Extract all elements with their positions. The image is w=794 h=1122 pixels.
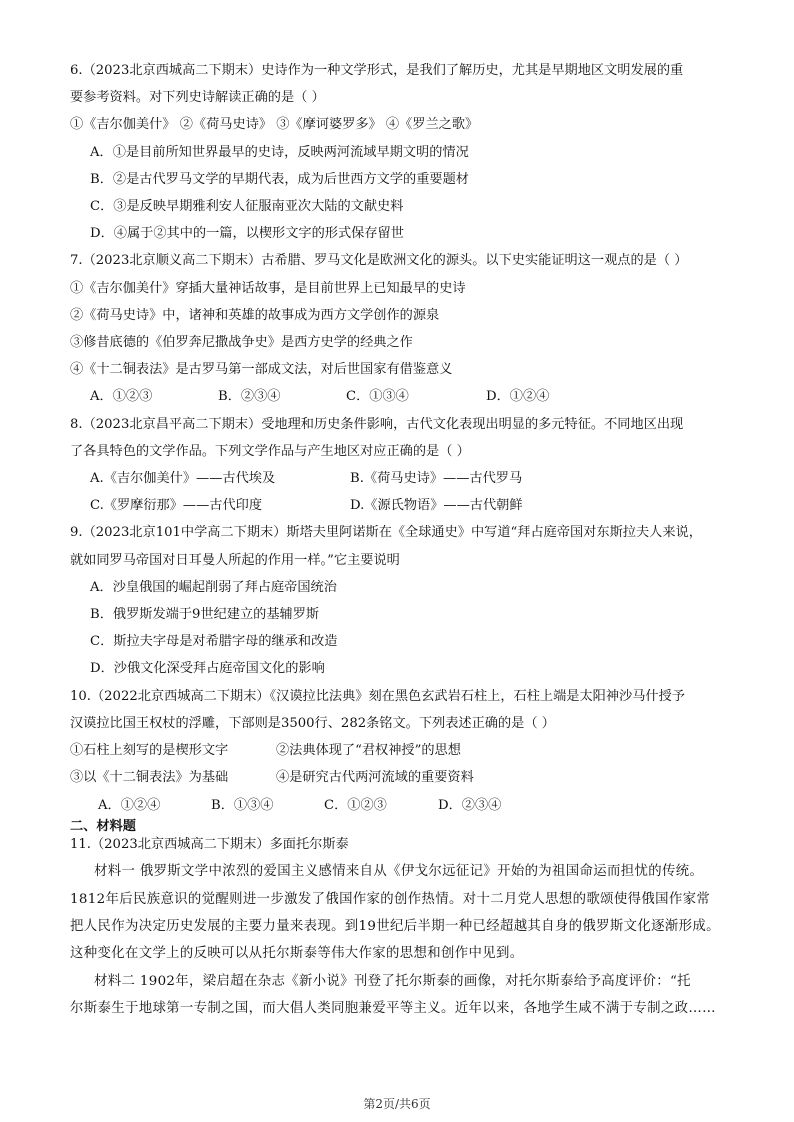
q7-option-b: B．②③④ [218,389,281,404]
q10-option-b: B．①③④ [211,798,274,813]
q6-option-c: C．③是反映早期雅利安人征服南亚次大陆的文献史料 [90,199,404,214]
q10-line2: 汉谟拉比国王权杖的浮雕，下部则是3500行、282条铭文。下列表述正确的是（ ） [70,716,555,731]
q10-option-a: A．①②④ [98,798,161,813]
q10-option-c: C．①②③ [324,798,387,813]
q8-option-d: D.《源氏物语》——古代朝鲜 [350,498,523,513]
q11-title: 11.（2023北京西城高二下期末）多面托尔斯泰 [70,837,349,852]
q6-option-d: D．④属于②其中的一篇，以楔形文字的形式保存留世 [90,226,404,241]
material1-line2: 1812年后民族意识的觉醒则进一步激发了俄国作家的创作热情。对十二月党人思想的歌颂使得俄国作家常 [70,892,711,907]
q9-line2: 就如同罗马帝国对日耳曼人所起的作用一样。”它主要说明 [70,553,400,568]
q8-option-b: B.《荷马史诗》——古代罗马 [350,471,523,486]
q9-option-a: A．沙皇俄国的崛起削弱了拜占庭帝国统治 [90,580,337,595]
q9-option-d: D．沙俄文化深受拜占庭帝国文化的影响 [90,661,325,676]
material1-line3: 把人民作为决定历史发展的主要力量来表现。到19世纪后半期一种已经超越其自身的俄罗斯文化逐渐形成。 [70,919,720,934]
q7-statement-2: ②《荷马史诗》中，诸神和英雄的故事成为西方文学创作的源泉 [70,308,440,323]
q6-line2: 要参考资料。对下列史诗解读正确的是（ ） [70,90,325,105]
q6-items: ①《吉尔伽美什》 ②《荷马史诗》 ③《摩诃婆罗多》 ④《罗兰之歌》 [70,117,479,132]
q6-option-b: B．②是古代罗马文学的早期代表，成为后世西方文学的重要题材 [90,172,469,187]
q9-option-b: B．俄罗斯发端于9世纪建立的基辅罗斯 [90,607,320,622]
q8-line1: 8.（2023北京昌平高二下期末）受地理和历史条件影响，古代文化表现出明显的多元特征。不同地区出现 [70,417,684,432]
q7-statement-1: ①《吉尔伽美什》穿插大量神话故事，是目前世界上已知最早的史诗 [70,281,466,296]
material2-line2: 尔斯泰生于地球第一专制之国，而大倡人类同胞兼爱平等主义。近年以来，各地学生咸不满于专制之政…… [70,1001,716,1016]
q10-option-d: D．②③④ [438,798,502,813]
q7-option-a: A．①②③ [90,389,153,404]
q7-option-c: C．①③④ [346,389,409,404]
q10-statement-3: ③以《十二铜表法》为基础 [70,770,229,785]
q7-statement-3: ③修昔底德的《伯罗奔尼撒战争史》是西方史学的经典之作 [70,335,413,350]
page-footer: 第2页/共6页 [363,1097,431,1111]
section-heading: 二、材料题 [70,819,136,834]
q10-statement-2: ②法典体现了“君权神授”的思想 [276,743,461,758]
q6-line1: 6.（2023北京西城高二下期末）史诗作为一种文学形式，是我们了解历史，尤其是早期地区文明发展的重 [70,63,684,78]
material1-line4: 这种变化在文学上的反映可以从托尔斯泰等伟大作家的思想和创作中见到。 [70,946,524,961]
q7-line1: 7.（2023北京顺义高二下期末）古希腊、罗马文化是欧洲文化的源头。以下史实能证明这一观点的是（ ） [70,253,688,268]
q10-statement-1: ①石柱上刻写的是楔形文字 [70,743,229,758]
material1-line1: 材料一 俄罗斯文学中浓烈的爱国主义感情来自从《伊戈尔远征记》开始的为祖国命运而担忧的传统。 [94,864,704,879]
q7-statement-4: ④《十二铜表法》是古罗马第一部成文法，对后世国家有借鉴意义 [70,362,453,377]
q7-option-d: D．①②④ [486,389,550,404]
q8-option-a: A.《吉尔伽美什》——古代埃及 [90,471,276,486]
q8-line2: 了各具特色的文学作品。下列文学作品与产生地区对应正确的是（ ） [70,444,470,459]
q6-option-a: A．①是目前所知世界最早的史诗，反映两河流域早期文明的情况 [90,145,469,160]
q9-option-c: C．斯拉夫字母是对希腊字母的继承和改造 [90,634,338,649]
q10-statement-4: ④是研究古代两河流域的重要资料 [276,770,474,785]
q8-option-c: C.《罗摩衍那》——古代印度 [90,498,263,513]
q10-line1: 10.（2022北京西城高二下期末）《汉谟拉比法典》刻在黑色玄武岩石柱上，石柱上端是太阳神沙马什授予 [70,689,685,704]
q9-line1: 9.（2023北京101中学高二下期末）斯塔夫里阿诺斯在《全球通史》中写道“拜占庭帝国对东斯拉夫人来说， [70,525,702,540]
material2-line1: 材料二 1902年，梁启超在杂志《新小说》刊登了托尔斯泰的画像，对托尔斯泰给予高度评价：“托 [94,974,691,989]
